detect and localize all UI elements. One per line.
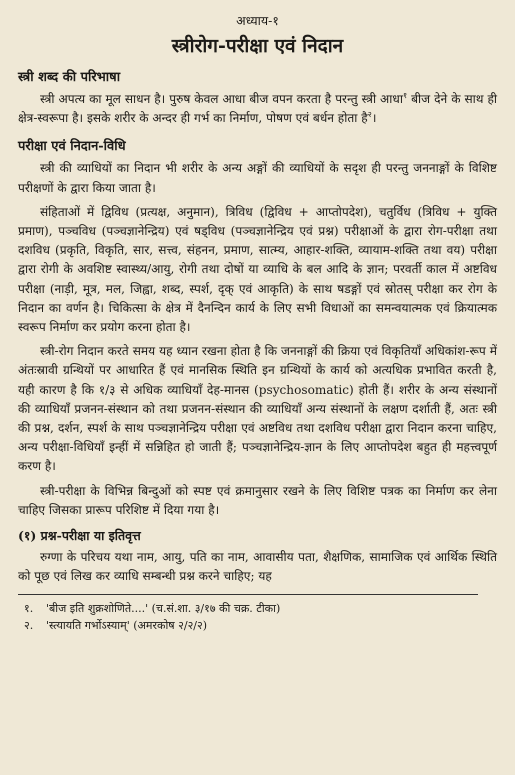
examination-paragraph-3: स्त्री-रोग निदान करते समय यह ध्यान रखना होता है कि जननाङ्गों की क्रिया एवं विकृतियाँ अधिकांश-रूप में अंतःस्रावी ग्रन्थियों पर आधारित हैं एवं मानसिक स्थिति इन ग्रन्थियों के कार्य को अत्यधिक प्रभावित करती है, यही कारण है कि १/३ से अधिक व्याधियाँ देह-मानस (psychosomatic) होती हैं। शरीर के अन्य संस्थानों की व्याधियाँ प्रजनन-संस्थान को तथा प्रजनन-संस्थान की व्याधियाँ अन्य संस्थानों के लक्षण दर्शाती हैं, अतः स्त्री की प्रश्न, दर्शन, स्पर्श के साथ पञ्चज्ञानेन्द्रिय परीक्षा एवं अष्टविध तथा दशविध परीक्षा द्वारा निदान करना चाहिए, अन्य परीक्षा-विधियाँ इन्हीं में सन्निहित हो जाती हैं; पञ्चज्ञानेन्द्रिय-ज्ञान के लिए आप्तोपदेश बहुत ही महत्त्वपूर्ण करण है। bbox=[18, 344, 497, 474]
footnote-number: २. bbox=[24, 619, 34, 633]
subsection-heading-history: (१) प्रश्न-परीक्षा या इतिवृत्त bbox=[18, 528, 141, 544]
footnote-marker-2: २ bbox=[367, 110, 372, 120]
definition-text-2: बीज देने के साथ ही क्षेत्र-स्वरूपा है। इसके शरीर के अन्दर ही गर्भ का निर्माण, पोषण एवं बर्धन होता है bbox=[18, 92, 498, 126]
footnote-2 bbox=[18, 617, 497, 634]
examination-paragraph-2: संहिताओं में द्विविध (प्रत्यक्ष, अनुमान), त्रिविध (द्विविध + आप्तोपदेश), चतुर्विध (त्रिविध + युक्ति प्रमाण), पञ्चविध (पञ्चज्ञानेन्द्रिय) एवं षड्विध (पञ्चज्ञानेन्द्रिय एवं प्रश्न) परीक्षाओं के द्वारा रोग-परीक्षा तथा दशविध (प्रकृति, विकृति, सार, सत्त्व, संहनन, प्रमाण, सात्म्य, आहार-शक्ति, व्यायाम-शक्ति तथा वय) परीक्षा द्वारा रोगी के अवशिष्ट स्वास्थ्य/आयु, रोगी तथा दोषों या व्याधि के बल आदि के ज्ञान; परवर्ती काल में अष्टविध परीक्षा (नाड़ी, मूत्र, मल, जिह्वा, शब्द, स्पर्श, दृक् एवं आकृति) के साथ षडङ्गों एवं स्रोतस् परीक्षा कर रोग के निदान का वर्णन है। चिकित्सा के क्षेत्र में दैनन्दिन कार्य के लिए सभी विधाओं का समन्वयात्मक एवं क्रियात्मक स्वरूप निर्माण कर प्रयोग करना होता है। bbox=[18, 204, 497, 335]
section-heading-definition: स्त्री शब्द की परिभाषा bbox=[18, 70, 121, 85]
examination-paragraph-4: स्त्री-परीक्षा के विभिन्न बिन्दुओं को स्पष्ट एवं क्रमानुसार रखने के लिए विशिष्ट पत्रक का निर्माण कर लेना चाहिए जिसका प्रारूप परिशिष्ट में दिया गया है। bbox=[18, 483, 497, 517]
page-title: स्त्रीरोग-परीक्षा एवं निदान bbox=[171, 35, 344, 57]
footnote-text: 'बीज इति शुक्रशोणिते....' (च.सं.शा. ३/१७ की चक्र. टीका) bbox=[46, 602, 281, 616]
footnote-text: 'स्त्यायति गर्भोऽस्याम्' (अमरकोष २/२/२) bbox=[46, 619, 208, 633]
footnote-marker-1: १ bbox=[403, 90, 408, 100]
examination-paragraph-1: स्त्री की व्याधियों का निदान भी शरीर के अन्य अङ्गों की व्याधियों के सदृश ही परन्तु जननाङ्गों के विशिष्ट परीक्षणों के द्वारा किया जाता है। bbox=[18, 161, 497, 195]
footnote-1 bbox=[18, 600, 497, 617]
definition-text-1: स्त्री अपत्य का मूल साधन है। पुरुष केवल आधा बीज वपन करता है परन्तु स्त्री आधा bbox=[40, 92, 403, 106]
footnote-divider bbox=[18, 594, 478, 595]
section-heading-examination: परीक्षा एवं निदान-विधि bbox=[18, 139, 126, 155]
definition-text-end: । bbox=[371, 111, 377, 126]
footnote-number: १. bbox=[24, 602, 34, 616]
history-paragraph: रुग्णा के परिचय यथा नाम, आयु, पति का नाम, आवासीय पता, शैक्षणिक, सामाजिक एवं आर्थिक स्थिति को पूछ एवं लिख कर व्याधि सम्बन्धी प्रश्न करने चाहिए; यह bbox=[18, 550, 497, 584]
chapter-label: अध्याय-१ bbox=[236, 13, 279, 28]
definition-paragraph bbox=[18, 90, 497, 128]
